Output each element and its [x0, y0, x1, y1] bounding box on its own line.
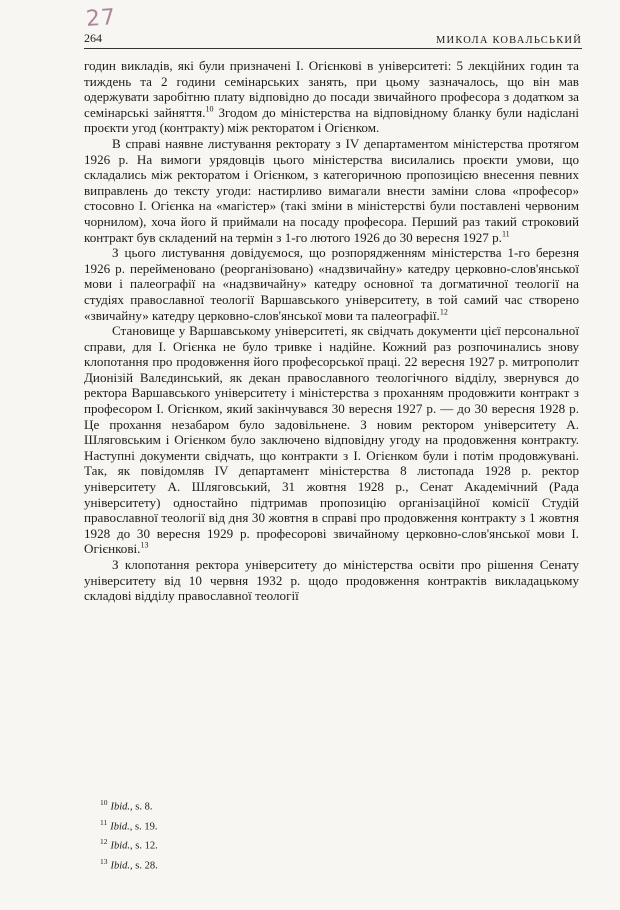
paragraph: З клопотання ректора університету до міністерства освіти про рішення Сенату університету від 10 червня 1932 р. щодо продовження контрактів викладацькому складові відділу православної теології: [84, 557, 579, 604]
paragraph: годин викладів, які були призначені І. Огієнкові в університеті: 5 лекційних годин та тиждень та 2 години семінарських занять, при цьому зазначалось, що він мав одержувати заробітню плату відповідно до посади звичайного професора з додатком за семінарські зайняття.$^{10}$ Згодом до міністерства на відповідному бланку були надіслані проєкти угод (контракту) між ректоратом і Огієнком.: [84, 58, 580, 136]
footnote-ref: 10: [205, 104, 214, 114]
handwritten-page-number: 27: [85, 4, 117, 33]
footnote-ref: 13: [140, 541, 149, 551]
footnotes: [100, 795, 400, 873]
paragraph: З цього листування довідуємося, що розпорядженням міністерства 1-го березня 1926 р. перейменовано (реорганізовано) «надзвичайну» катедру церковно-слов'янської мови і палеографії на «надзвичайну» катедру основної та догматичної теології на студіях православної теології Варшавського університету, в той самий час створено «звичайну» катедру церковно-слов'янської мови та палеографії.$^{12}$: [84, 245, 579, 323]
paragraph: Становище у Варшавському університеті, як свідчать документи цієї персональної справи, для І. Огієнка не було тривке і надійне. Кожний раз розпочинались знову клопотання про продовження його професорської праці. 22 вересня 1927 р. митрополит Дионізій Валєдинський, як декан православного теологічного відділу, звернувся до ректора Варшавського університету і міністерства з проханням продовжити контракт з професором І. Огієнком, який закінчувався 30 вересня 1927 р. — до 30 вересня 1928 р. Це прохання незабаром було задовільнене. З новим ректором університету А. Шляговським і Огієнком було заключено відповідну угоду на продовження контракту. Наступні документи свідчать, що контракти з І. Огієнком були і потім продовжувані. Так, як повідомляв IV департамент міністерства 8 листопада 1928 р. ректор університету А. Шляговський, 31 жовтня 1928 р., Сенат Академічний (Рада університету) одностайно підтримав пропозицію організаційної комісії Студій православної теології від дня 30 жовтня в справі про продовження контракту з 1 жовтня 1928 до 30 вересня 1929 р. професорові звичайному церковно-слов'янської мови І. Огієнкові.$^{13}$: [84, 323, 579, 557]
footnote-ref: 11: [501, 229, 510, 239]
footnote: $^{11}$ Ibid., s. 19.: [100, 817, 158, 832]
page-number: 264: [84, 31, 102, 45]
footnote: $^{13}$ Ibid., s. 28.: [100, 856, 158, 871]
paragraph: В справі наявне листування ректорату з IV департаментом міністерства протягом 1926 р. На вимоги урядовців цього міністерства висилались проєкти умови, що складались між ректоратом і Огієнком, з категоричною пропозицією внесення певних виправлень до тексту угоди: настирливо вимагали внести заміни слова «професор» стосовно І. Огієнка на «магістер» (такі зміни в міністерстві були поставлені червоним чорнилом), хоча його й приймали на посаду професора. Перший раз такий строковий контракт був складений на термін з 1-го лютого 1926 до 30 вересня 1927 р.$^{11}$: [84, 135, 579, 245]
running-head: [84, 28, 582, 49]
body-text: [84, 58, 579, 604]
footnote: $^{10}$ Ibid., s. 8.: [100, 798, 153, 813]
footnote-ref: 12: [439, 307, 448, 317]
footnote: $^{12}$ Ibid., s. 12.: [100, 837, 158, 852]
running-head-author: МИКОЛА КОВАЛЬСЬКИЙ: [436, 35, 582, 46]
